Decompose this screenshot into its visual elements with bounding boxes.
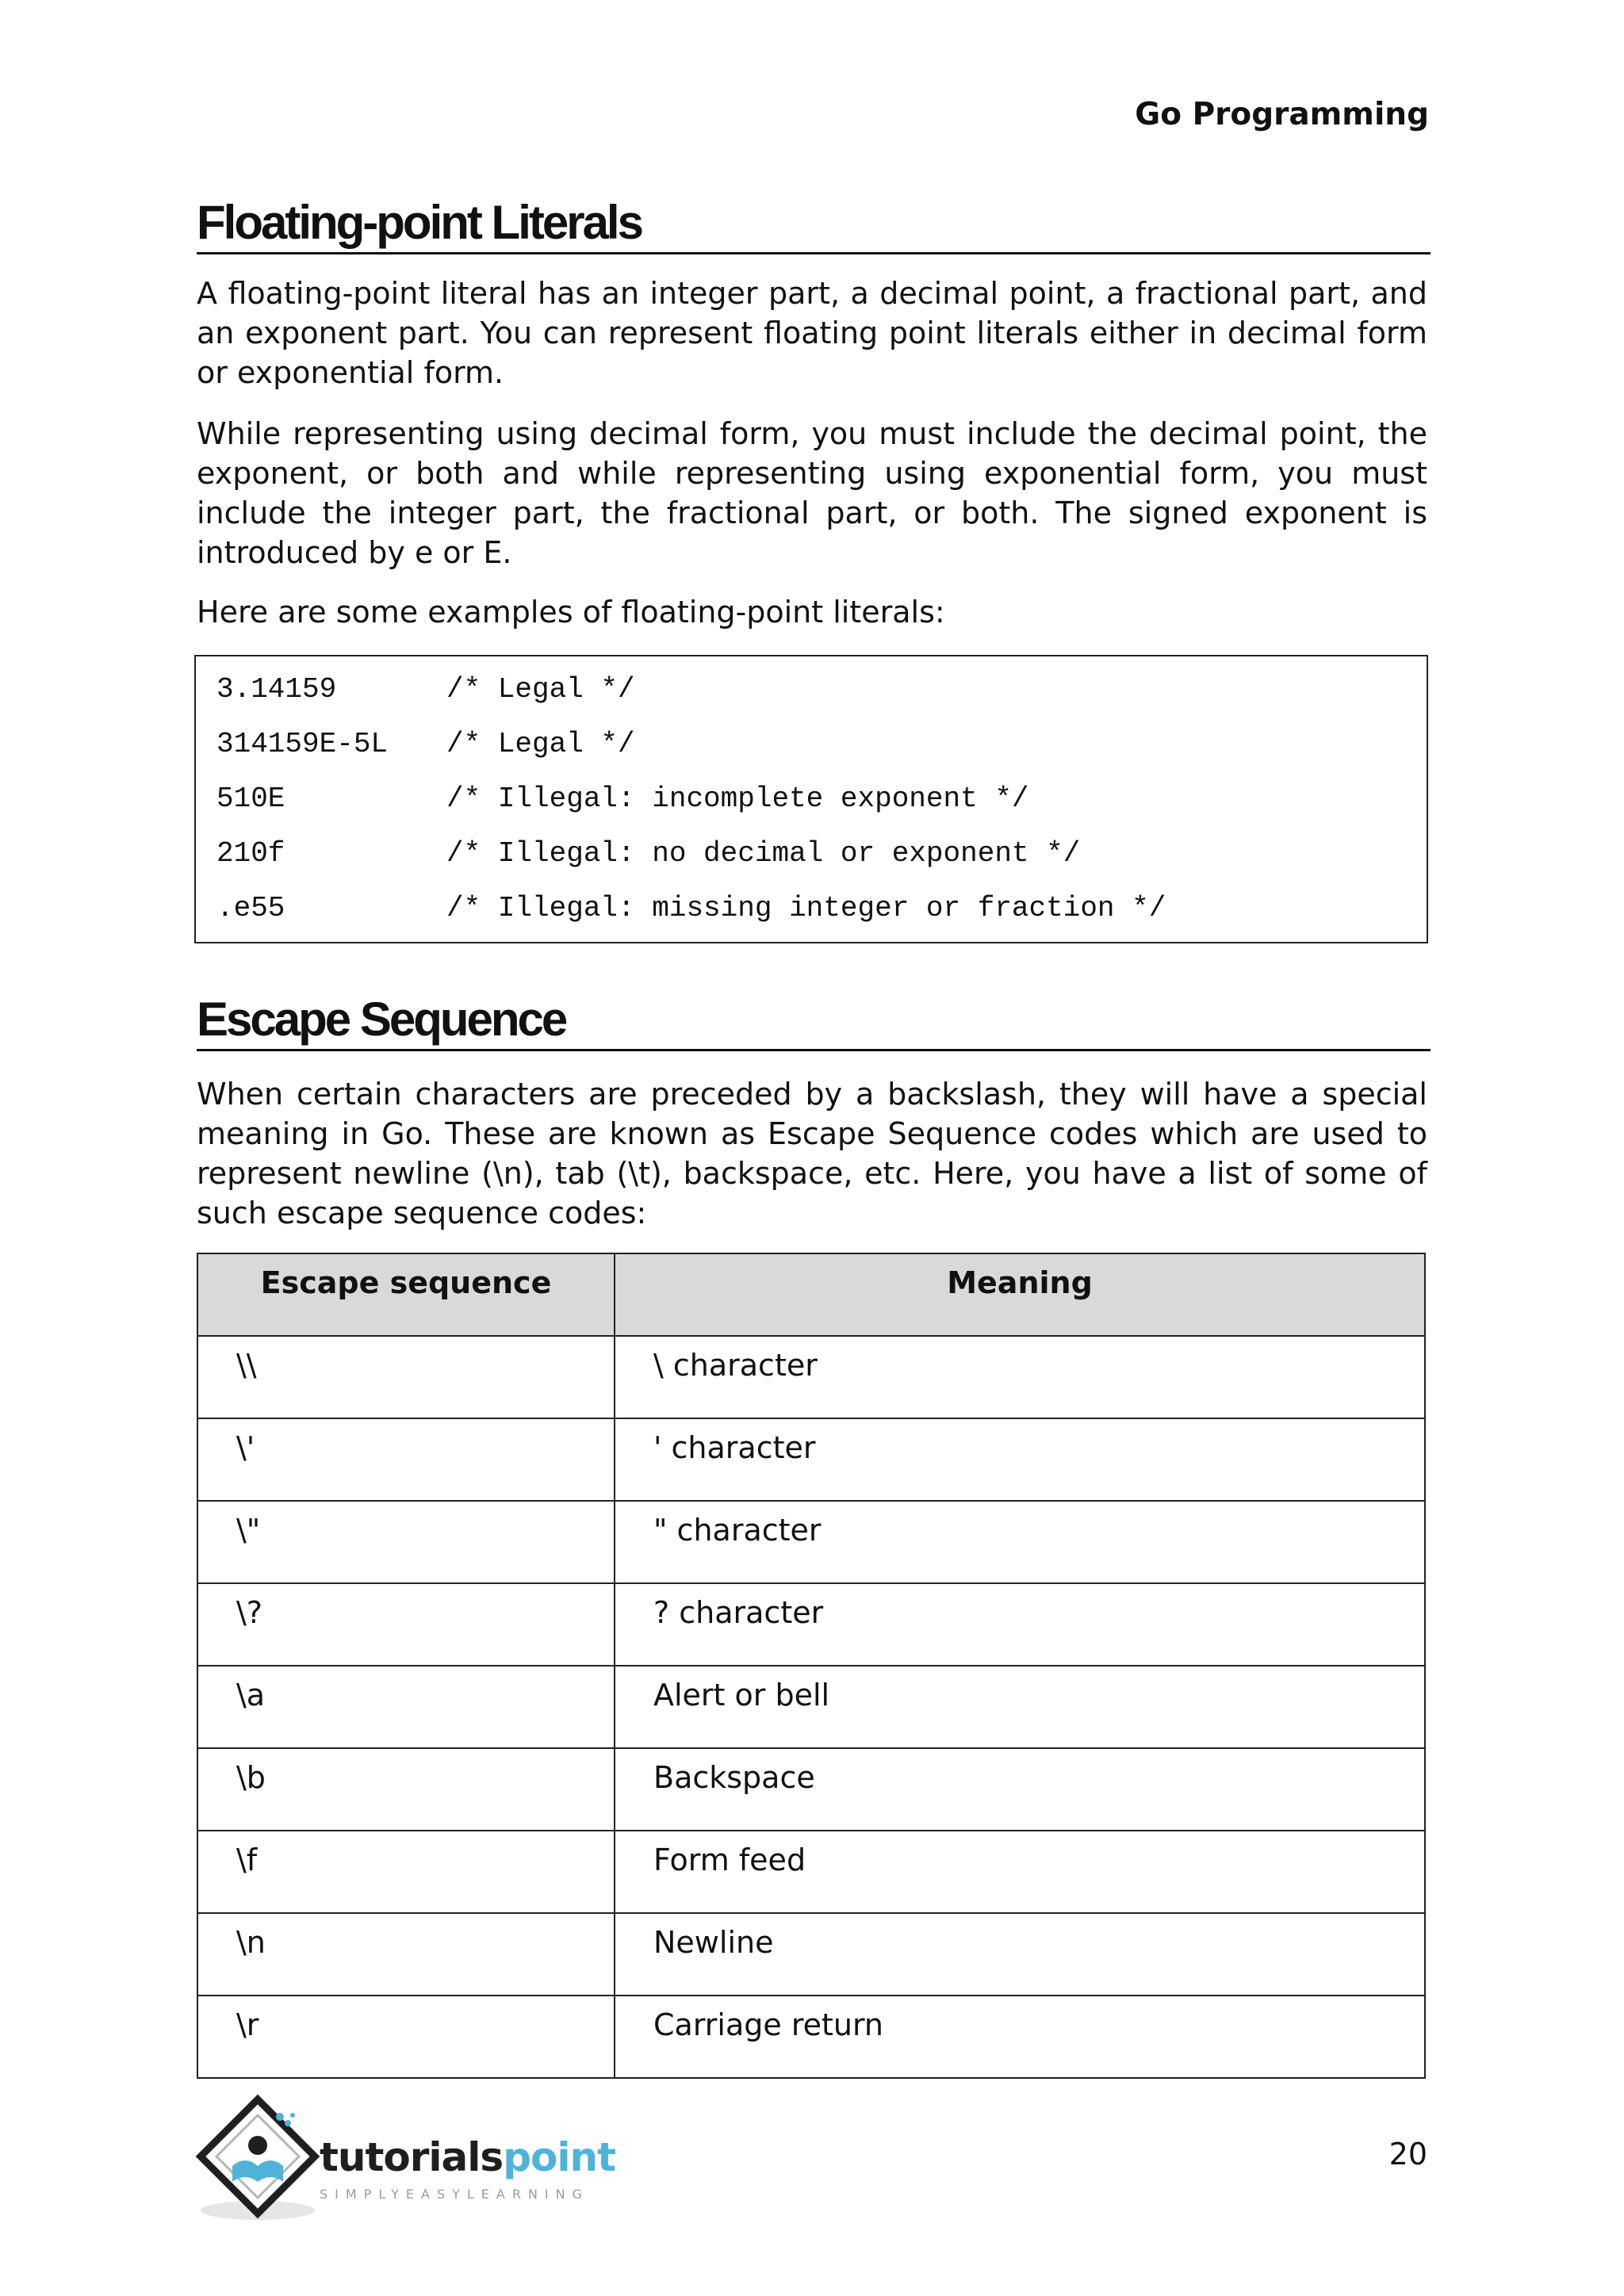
code-line <box>216 885 1166 932</box>
paragraph: A floating-point literal has an integer part, a decimal point, a fractional part, and an exponent part. You can represent floating point literals either in decimal form or exponential form. <box>197 276 1427 390</box>
table-row <box>197 1996 1425 2078</box>
table-row <box>197 1501 1425 1583</box>
section-heading-floating-point: Floating-point Literals <box>197 197 1431 254</box>
meaning-cell: \ character <box>615 1336 1425 1418</box>
meaning-cell: Backspace <box>615 1748 1425 1831</box>
paragraph: Here are some examples of floating-point literals: <box>197 595 945 629</box>
running-header: Go Programming <box>1135 97 1429 132</box>
column-header-escape-sequence: Escape sequence <box>197 1253 615 1336</box>
escape-code-cell: \' <box>197 1418 615 1501</box>
code-literal: 3.14159 <box>216 673 337 706</box>
meaning-cell: Newline <box>615 1913 1425 1996</box>
escape-code-cell: \n <box>197 1913 615 1996</box>
meaning-cell: Carriage return <box>615 1996 1425 2078</box>
column-header-meaning: Meaning <box>615 1253 1425 1336</box>
logo-tagline: SIMPLYEASYLEARNING <box>320 2187 590 2202</box>
code-literal: 510E <box>216 783 285 815</box>
logo-wordmark <box>320 2134 615 2180</box>
meaning-cell: ? character <box>615 1583 1425 1666</box>
code-comment: /* Illegal: incomplete exponent */ <box>446 783 1029 815</box>
table-row <box>197 1418 1425 1501</box>
table-row <box>197 1583 1425 1666</box>
code-line <box>216 775 1029 823</box>
logo-diamond-icon <box>194 2093 321 2228</box>
table-row <box>197 1336 1425 1418</box>
code-comment: /* Legal */ <box>446 673 635 706</box>
table-row <box>197 1831 1425 1913</box>
tutorialspoint-logo <box>194 2093 638 2228</box>
page-number: 20 <box>1388 2137 1427 2172</box>
logo-word-tutorials: tutorials <box>320 2134 504 2180</box>
meaning-cell: Form feed <box>615 1831 1425 1913</box>
escape-code-cell: \? <box>197 1583 615 1666</box>
code-line <box>216 830 1080 878</box>
escape-code-cell: \f <box>197 1831 615 1913</box>
code-line <box>216 721 635 768</box>
code-literal: 314159E-5L <box>216 728 389 760</box>
logo-word-point: point <box>503 2134 615 2180</box>
code-example-box <box>194 655 1428 943</box>
code-comment: /* Legal */ <box>446 728 635 760</box>
table-row <box>197 1666 1425 1748</box>
table-row <box>197 1913 1425 1996</box>
section-heading-escape-sequence: Escape Sequence <box>197 993 1431 1051</box>
escape-code-cell: \b <box>197 1748 615 1831</box>
meaning-cell: " character <box>615 1501 1425 1583</box>
code-line <box>216 666 635 714</box>
code-comment: /* Illegal: no decimal or exponent */ <box>446 837 1081 870</box>
escape-code-cell: \a <box>197 1666 615 1748</box>
table-row <box>197 1748 1425 1831</box>
code-literal: 210f <box>216 837 285 870</box>
escape-sequence-table <box>197 1253 1426 2079</box>
escape-code-cell: \" <box>197 1501 615 1583</box>
escape-code-cell: \r <box>197 1996 615 2078</box>
escape-code-cell: \\ <box>197 1336 615 1418</box>
table-header-row <box>197 1253 1425 1336</box>
meaning-cell: ' character <box>615 1418 1425 1501</box>
paragraph: While representing using decimal form, you must include the decimal point, the exponent, or both and while representing using exponential form, you must include the integer part, the fractional part, or both. The signed exponent is introduced by e or E. <box>197 416 1427 570</box>
code-comment: /* Illegal: missing integer or fraction */ <box>446 892 1166 924</box>
code-literal: .e55 <box>216 892 285 924</box>
paragraph: When certain characters are preceded by a backslash, they will have a special meaning in Go. These are known as Escape Sequence codes which are used to represent newline (\n), tab (\t), backspace, etc. Here, you have a list of some of such escape sequence codes: <box>197 1077 1427 1230</box>
meaning-cell: Alert or bell <box>615 1666 1425 1748</box>
